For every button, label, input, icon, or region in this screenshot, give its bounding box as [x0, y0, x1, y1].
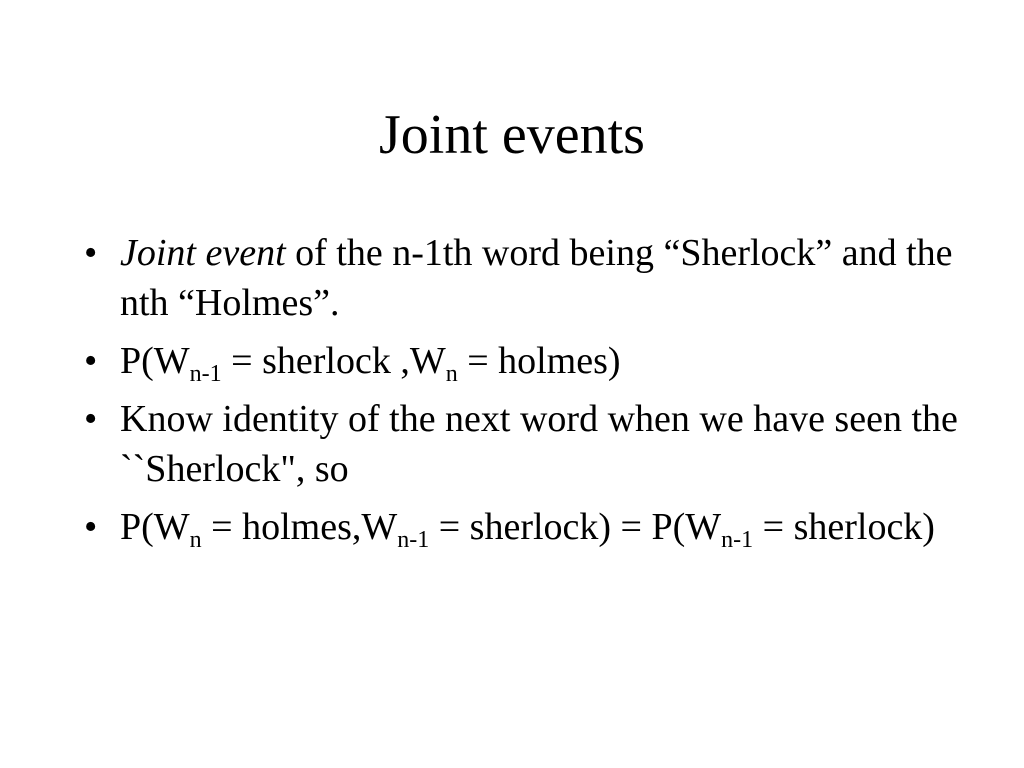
bullet-list — [84, 228, 964, 560]
bullet-text: of the n-1th word being “Sherlock” and the nth “Holmes”. — [120, 232, 953, 324]
bullet-item-joint-event — [84, 228, 964, 328]
bullet-icon: • — [84, 398, 98, 440]
formula-part: = holmes,W — [201, 506, 398, 548]
bullet-item-know-identity — [84, 394, 964, 494]
bullet-text: Know identity of the next word when we have seen the ``Sherlock", so — [120, 398, 958, 490]
slide-title: Joint events — [379, 104, 645, 166]
formula-part: = sherlock) = P(W — [429, 506, 722, 548]
formula-part: = sherlock ,W — [221, 340, 446, 382]
formula-subscript: n-1 — [397, 527, 430, 553]
bullet-icon: • — [84, 340, 98, 382]
formula-part: = sherlock) — [753, 506, 935, 548]
formula-part: = holmes) — [457, 340, 621, 382]
bullet-icon: • — [84, 506, 98, 548]
bullet-item-equality — [84, 502, 964, 552]
bullet-emphasis: Joint event — [120, 232, 286, 274]
formula-subscript: n-1 — [189, 361, 222, 387]
formula-subscript: n — [189, 527, 202, 553]
bullet-item-joint-probability — [84, 336, 964, 386]
formula-part: P(W — [120, 340, 190, 382]
bullet-icon: • — [84, 232, 98, 274]
formula-subscript: n-1 — [721, 527, 754, 553]
formula-subscript: n — [445, 361, 458, 387]
formula-part: P(W — [120, 506, 190, 548]
